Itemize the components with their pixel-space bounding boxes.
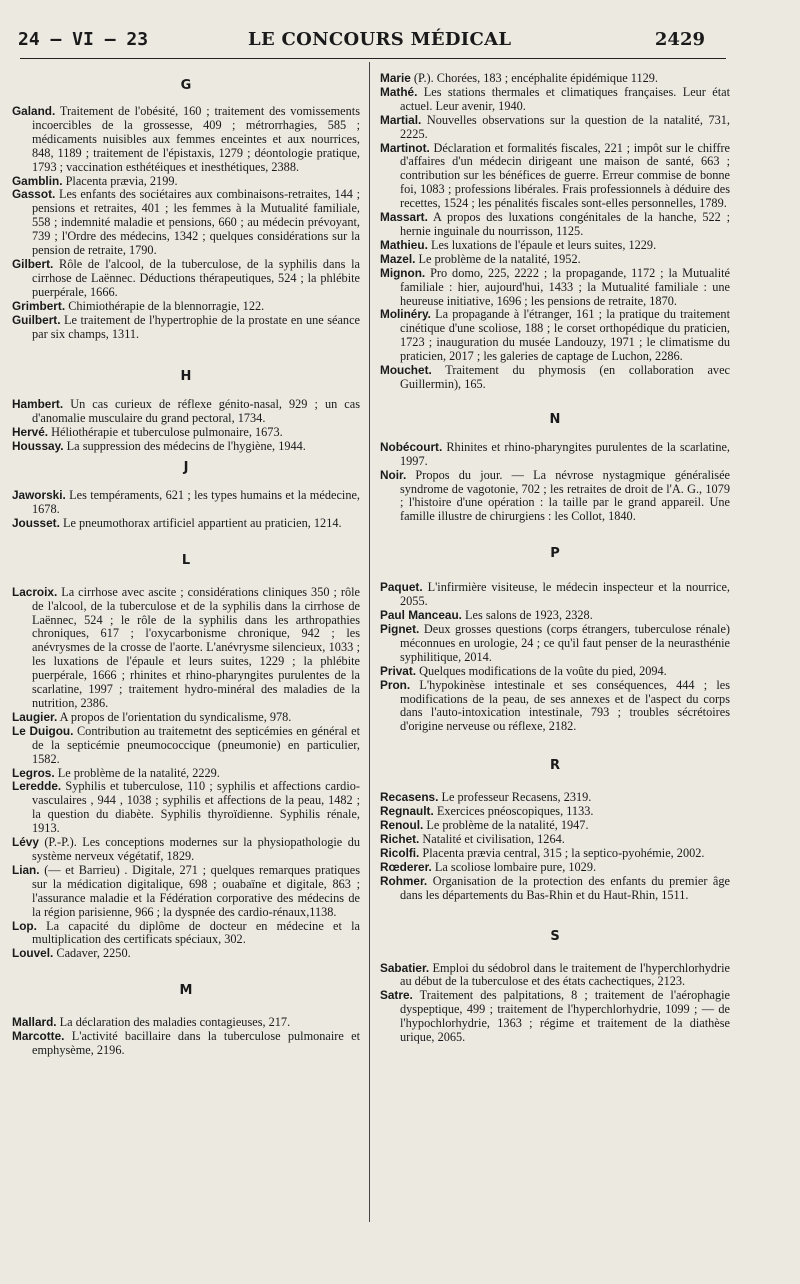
- index-entry: [12, 258, 360, 300]
- section-letter: M: [179, 983, 193, 999]
- entry-text: Placenta prævia central, 315 ; la septico-pyohémie, 2002.: [422, 845, 705, 860]
- index-entry: [12, 188, 360, 258]
- entry-text: Natalité et civilisation, 1264.: [422, 831, 565, 846]
- section-letter: G: [180, 78, 192, 93]
- index-entry: [380, 847, 730, 861]
- entry-text: Rhinites et rhino-pharyngites purulentes de la scarlatine, 1997.: [400, 439, 731, 468]
- index-entry: [380, 142, 730, 212]
- author-name: Galand.: [12, 104, 56, 118]
- entry-text: Traitement de l'obésité, 160 ; traitement des vomissements incoercibles de la grossesse, 409 ; métrorrhagies, 585 ; médicaments nuisibles aux femmes enceintes et aux nourrices, 848, 1189 ; traitement de l'épistaxis, 1279 ; déontologie pratique, 1793 ; vaccination esthétéiques et inesthétiques, 2388.: [32, 104, 360, 174]
- entry-text: La scoliose lombaire pure, 1029.: [434, 859, 597, 874]
- entry-text: (P.-P.). Les conceptions modernes sur la physiopathologie du système nerveux végétatif, 1829.: [32, 835, 360, 863]
- index-entry: [12, 1030, 360, 1058]
- author-name: Paul Manceau.: [380, 608, 462, 623]
- left-column: [12, 72, 360, 1058]
- author-name: Nobécourt.: [380, 439, 443, 454]
- index-entry: [380, 114, 730, 142]
- index-entry: [12, 836, 360, 864]
- index-entry: [12, 711, 360, 725]
- author-name: Gilbert.: [12, 256, 54, 271]
- author-name: Lévy: [12, 835, 39, 850]
- entry-text: Cadaver, 2250.: [56, 946, 131, 961]
- index-entry: [380, 364, 730, 392]
- author-name: Jousset.: [12, 515, 60, 530]
- entry-text: Les luxations de l'épaule et leurs suites, 1229.: [430, 237, 657, 252]
- index-entry: [380, 791, 730, 805]
- entry-text: L'activité bacillaire dans la tuberculose pulmonaire et emphysème, 2196.: [32, 1029, 361, 1058]
- entry-text: L'infirmière visiteuse, le médecin inspecteur et la nourrice, 2055.: [400, 580, 730, 609]
- index-entry: [12, 314, 360, 342]
- entry-text: Traitement des palpitations, 8 ; traitement de l'aérophagie dyspeptique, 499 ; traitement de l'hyperchlorhydrie, 1099 ; — de l'hypochlorhydrie, 1363 ; régime et traitement de la diathèse urique, 2065.: [400, 988, 730, 1045]
- index-entry: [12, 300, 360, 314]
- entry-text: A propos de l'orientation du syndicalisme, 978.: [59, 709, 292, 724]
- author-name: Rohmer.: [380, 873, 428, 888]
- author-name: Mignon.: [380, 265, 426, 280]
- index-entry: [380, 72, 730, 86]
- author-name: Guilbert.: [12, 312, 61, 327]
- entry-text: Deux grosses questions (corps étrangers, tuberculose rénale) méconnues en urologie, 24 ; ce qu'il faut penser de la neurasthénie syphilitique, 2014.: [400, 622, 730, 664]
- index-entry: [12, 1016, 360, 1030]
- author-name: Houssay.: [12, 439, 64, 454]
- entry-text: Contribution au traitemetnt des septicémies en général et de la septicémie pneumococcique (pneumonie) en particulier, 1582.: [32, 723, 360, 766]
- entry-text: Le problème de la natalité, 1952.: [418, 251, 581, 266]
- author-name: Leredde.: [12, 779, 62, 794]
- index-entry: [380, 623, 730, 665]
- right-column: [380, 72, 730, 1045]
- entry-text: L'hypokinèse intestinale et ses conséquences, 444 ; les modifications de la peau, de ses annexes et de l'aspect du corps dans l'auto-intoxication intestinale, 793 ; troubles sécrétoires d'origine nerveuse ou réflexe, 2182.: [400, 677, 730, 734]
- author-name: Lian.: [12, 862, 40, 877]
- section-letter: L: [181, 552, 191, 568]
- section-letter: R: [549, 758, 560, 774]
- section-letter: S: [550, 928, 560, 944]
- section-letter: J: [183, 460, 189, 476]
- entry-text: La propagande à l'étranger, 161 ; la pratique du traitement cinétique d'une scoliose, 188 ; le corset orthopédique du praticien, 1723 ; inauguration du musée Landouzy, 1971 ; le climatisme du praticien, 2017 ; les galeries de captage de Luchon, 2286.: [400, 307, 730, 364]
- section-letter: H: [180, 369, 192, 385]
- index-entry: [380, 239, 730, 253]
- author-name: Mathieu.: [380, 237, 428, 252]
- entry-text: Le traitement de l'hypertrophie de la prostate en une séance par six champs, 1311.: [32, 312, 360, 341]
- author-name: Le Duigou.: [12, 723, 74, 738]
- index-entry: [12, 864, 360, 920]
- index-entry: [12, 920, 360, 948]
- author-name: Massart.: [380, 210, 428, 225]
- index-entry: [12, 517, 360, 531]
- author-name: Richet.: [380, 831, 420, 846]
- author-name: Louvel.: [12, 946, 54, 961]
- author-name: Mouchet.: [380, 363, 432, 378]
- header-date: 24 — VI — 23: [18, 29, 149, 50]
- entry-text: Traitement du phymosis (en collaboration avec Guillermin), 165.: [400, 363, 730, 391]
- author-name: Mazel.: [380, 251, 416, 266]
- index-entry: [380, 581, 730, 609]
- column-divider: [369, 62, 370, 1222]
- entry-text: Pro domo, 225, 2222 ; la propagande, 1172 ; la Mutualité familiale : hier, aujourd'hui, 1433 ; la Mutualité familiale : une heureuse initiative, 1696 ; les pensions de retraite, 1870.: [400, 265, 730, 308]
- entry-text: A propos des luxations congénitales de la hanche, 522 ; hernie inguinale du nourrisson, 1125.: [400, 210, 730, 238]
- entry-text: Syphilis et tuberculose, 110 ; syphilis et affections cardio-vasculaires , 944 , 1038 ; syphilis et affections de la peau, 1482 ; la question du diabète. Syphilis thyroïdienne. Syphilis rénale, 1913.: [32, 779, 360, 836]
- author-name: Lacroix.: [12, 584, 58, 599]
- entry-text: Héliothérapie et tuberculose pulmonaire, 1673.: [51, 425, 283, 440]
- index-entry: [12, 175, 360, 189]
- author-name: Paquet.: [380, 580, 423, 595]
- section-letter: P: [550, 546, 560, 562]
- entry-text: Les stations thermales et climatiques françaises. Leur état actuel. Leur avenir, 1940.: [400, 84, 730, 113]
- index-entry: [380, 819, 730, 833]
- entry-text: Les enfants des sociétaires aux combinaisons-retraites, 144 ; pensions et retraites, 401 ; les femmes à la Mutualité familiale, 558 ; indemnité maladie et pensions, 660 ; au médecin prévoyant, 739 ; l'Ordre des médecins, 1342 ; quelques considérations sur la pension de retraite, 1790.: [32, 187, 360, 258]
- entry-text: La déclaration des maladies contagieuses, 217.: [59, 1015, 291, 1030]
- page-number: 2429: [654, 29, 705, 50]
- author-name: Martinot.: [380, 140, 430, 155]
- index-entry: [380, 962, 730, 990]
- entry-text: Placenta prævia, 2199.: [65, 173, 178, 188]
- entry-text: Organisation de la protection des enfants du premier âge dans les départements du Bas-Rhin et du Haut-Rhin, 1511.: [400, 873, 731, 902]
- entry-text: Rôle de l'alcool, de la tuberculose, de la syphilis dans la cirrhose de Laënnec. Déductions thérapeutiques, 524 ; la phlébite puerpérale, 1666.: [32, 256, 360, 299]
- author-name: Noir.: [380, 467, 407, 482]
- entry-text: Quelques modifications de la voûte du pied, 2094.: [419, 663, 667, 678]
- index-entry: [12, 725, 360, 767]
- author-name: Ricolfi.: [380, 845, 420, 860]
- entry-text: Propos du jour. — La névrose nystagmique généralisée syndrome de vagotonie, 702 ; les retraites de droit de l'A. G., 1079 ; l'histoire d'une opération : la taille par le grand appareil. Une famille illustre de chirurgiens : les Collot, 1840.: [400, 467, 730, 524]
- index-entry: [12, 440, 360, 454]
- author-name: Renoul.: [380, 818, 424, 833]
- author-name: Martial.: [380, 112, 422, 127]
- index-entry: [12, 947, 360, 961]
- author-name: Mallard.: [12, 1015, 57, 1030]
- index-entry: [380, 833, 730, 847]
- index-entry: [12, 767, 360, 781]
- author-name: Satre.: [380, 988, 413, 1003]
- index-entry: [380, 989, 730, 1045]
- author-name: Gamblin.: [12, 173, 63, 188]
- index-entry: [380, 253, 730, 267]
- entry-text: Un cas curieux de réflexe génito-nasal, 929 ; un cas d'anomalie musculaire du grand pectoral, 1734.: [32, 397, 361, 426]
- entry-text: La capacité du diplôme de docteur en médecine et la multiplication des certificats spéciaux, 302.: [32, 918, 360, 947]
- entry-text: Les tempéraments, 621 ; les types humains et la médecine, 1678.: [32, 488, 360, 516]
- entry-text: La cirrhose avec ascite ; considérations cliniques 350 ; rôle de l'alcool, de la tuberculose et de la syphilis dans la cirrhose de Laënnec, 524 ; le rôle de la syphilis dans les arthropathies chroniques, 617 ; l'oxycarbonisme chronique, 942 ; les anévrysmes de la crosse de l'aorte. L'anévrysme silencieux, 1033 ; les luxations de l'épaule et leurs suites, 1229 ; la phlébite puerpérale, 1666 ; rhinites et rhino-pharyngites purulentes de la scarlatine, 1997 ; traitement hydro-minéral des maladies de la nutrition, 2386.: [32, 584, 360, 710]
- entry-text: Le problème de la natalité, 1947.: [426, 818, 589, 833]
- author-name: Grimbert.: [12, 298, 66, 313]
- index-entry: [12, 780, 360, 836]
- index-entry: [380, 211, 730, 239]
- index-entry: [380, 679, 730, 735]
- entry-text: Les salons de 1923, 2328.: [465, 608, 593, 623]
- index-entry: [380, 308, 730, 364]
- header-rule: [20, 58, 726, 59]
- author-name: Jaworski.: [12, 488, 66, 503]
- author-name: Lop.: [12, 918, 37, 933]
- index-entry: [380, 86, 730, 114]
- author-name: Hambert.: [12, 397, 64, 412]
- index-entry: [380, 861, 730, 875]
- index-entry: [12, 105, 360, 175]
- author-name: Gassot.: [12, 187, 56, 202]
- author-name: Molinéry.: [380, 307, 431, 322]
- author-name: Mathé.: [380, 84, 418, 99]
- index-entry: [380, 665, 730, 679]
- index-entry: [12, 489, 360, 517]
- entry-text: La suppression des médecins de l'hygiène, 1944.: [66, 439, 306, 454]
- index-entry: [380, 267, 730, 309]
- author-name: Regnault.: [380, 804, 434, 819]
- index-entry: [12, 586, 360, 711]
- author-name: Sabatier.: [380, 960, 430, 975]
- journal-title: LE CONCOURS MÉDICAL: [248, 29, 512, 50]
- entry-text: Exercices pnéoscopiques, 1133.: [436, 804, 594, 819]
- author-name: Pignet.: [380, 622, 420, 636]
- entry-text: Le professeur Recasens, 2319.: [441, 790, 592, 805]
- author-name: Recasens.: [380, 790, 439, 805]
- section-letter: N: [549, 411, 561, 427]
- author-name: Marcotte.: [12, 1029, 65, 1044]
- index-entry: [380, 469, 730, 525]
- entry-text: Le problème de la natalité, 2229.: [57, 765, 220, 780]
- author-name: Privat.: [380, 663, 417, 678]
- author-name: Marie: [380, 71, 411, 85]
- index-entry: [380, 609, 730, 623]
- author-name: Pron.: [380, 677, 411, 692]
- author-name: Rœderer.: [380, 859, 432, 874]
- entry-text: (P.). Chorées, 183 ; encéphalite épidémique 1129.: [413, 71, 658, 85]
- index-entry: [380, 805, 730, 819]
- index-entry: [380, 441, 730, 469]
- index-entry: [12, 398, 360, 426]
- entry-text: (— et Barrieu) . Digitale, 271 ; quelques remarques pratiques sur la médication digitalique, 698 ; ouabaïne et digitale, 863 ; l'assurance maladie et la Fédération corporative des médecins de la région parisienne, 966 ; la dyspnée des cardio-rénaux,1138.: [32, 862, 360, 919]
- entry-text: Chimiothérapie de la blennorragie, 122.: [68, 298, 265, 313]
- author-name: Legros.: [12, 765, 55, 780]
- entry-text: Nouvelles observations sur la question de la natalité, 731, 2225.: [400, 112, 731, 141]
- entry-text: Emploi du sédobrol dans le traitement de l'hyperchlorhydrie au début de la tuberculose et des états cachectiques, 2123.: [400, 960, 730, 989]
- author-name: Laugier.: [12, 709, 58, 724]
- entry-text: Le pneumothorax artificiel appartient au praticien, 1214.: [62, 515, 342, 530]
- index-entry: [12, 426, 360, 440]
- author-name: Hervé.: [12, 425, 49, 440]
- entry-text: Déclaration et formalités fiscales, 221 ; impôt sur le chiffre d'affaires d'un médecin dirigeant une maison de santé, 663 ; contribution sur les bénéfices de guerre. Erreur commise de bonne foi, 1083 ; professions libérales. Frais professionnels à déduire des recettes, 1524 ; les pénalités fiscales sont-elles personnelles, 1789.: [400, 140, 730, 211]
- index-entry: [380, 875, 730, 903]
